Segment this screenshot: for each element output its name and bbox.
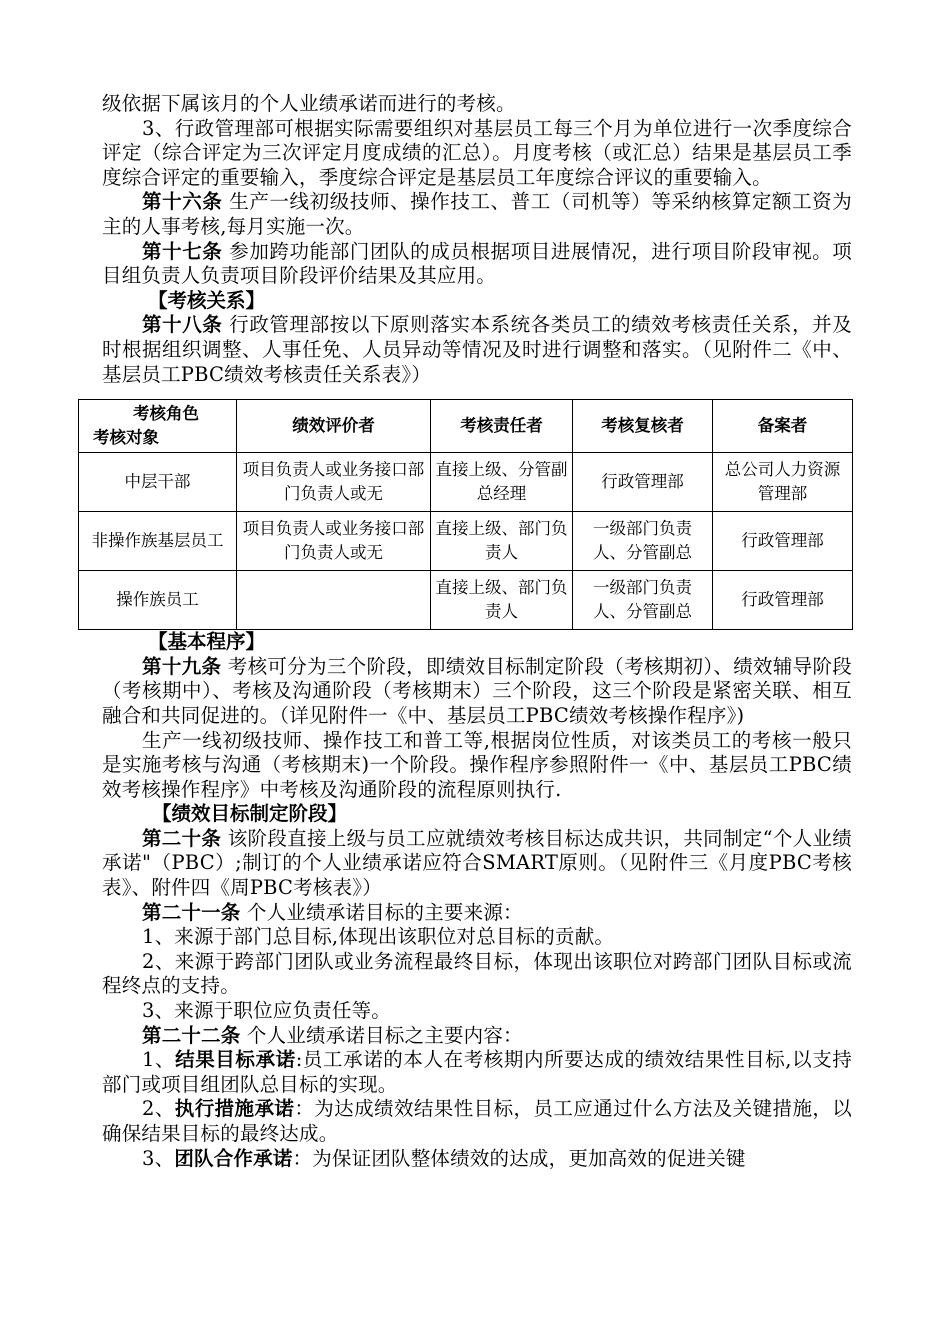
article-19: 第十九条 考核可分为三个阶段，即绩效目标制定阶段（考核期初）、绩效辅导阶段（考核期中）、考核及沟通阶段（考核期末）三个阶段，这三个阶段是紧密关联、相互融合和共同促进的。（详见附件一《中、基层员工PBC绩效考核操作程序》) [102, 654, 852, 727]
table-row [79, 512, 853, 571]
table-corner-header: 考核角色 考核对象 [79, 400, 237, 453]
article-22: 第二十二条 个人业绩承诺目标之主要内容： [142, 1023, 523, 1047]
table-row [79, 571, 853, 630]
paragraph: 生产一线初级技师、操作技工和普工等,根据岗位性质，对该类员工的考核一般只是实施考核与沟通（考核期末)一个阶段。操作程序参照附件一《中、基层员工PBC绩效考核操作程序》中考核及沟通阶段的流程原则执行. [102, 728, 852, 801]
table-cell: 行政管理部 [713, 512, 853, 571]
paragraph: 3、行政管理部可根据实际需要组织对基层员工每三个月为单位进行一次季度综合评定（综合评定为三次评定月度成绩的汇总）。月度考核（或汇总）结果是基层员工季度综合评定的重要输入，季度综合评定是基层员工年度综合评议的重要输入。 [102, 116, 852, 189]
column-header: 考核责任者 [431, 400, 573, 453]
list-item: 2、来源于跨部门团队或业务流程最终目标，体现出该职位对跨部门团队目标或流程终点的支持。 [102, 949, 852, 998]
article-20: 第二十条 该阶段直接上级与员工应就绩效考核目标达成共识，共同制定“个人业绩承诺"（PBC）;制订的个人业绩承诺应符合SMART原则。（见附件三《月度PBC考核表》、附件四《周PBC考核表》） [102, 826, 852, 900]
table-cell: 直接上级、部门负责人 [431, 571, 573, 630]
table-cell: 一级部门负责人、分管副总 [573, 571, 713, 630]
section-heading-relation: 【考核关系】 [148, 288, 266, 312]
document-page [91, 92, 853, 1171]
table-cell: 行政管理部 [713, 571, 853, 630]
row-target: 中层干部 [79, 453, 237, 512]
table-cell: 总公司人力资源管理部 [713, 453, 853, 512]
article-21: 第二十一条 个人业绩承诺目标的主要来源： [142, 900, 523, 924]
table-cell: 直接上级、部门负责人 [431, 512, 573, 571]
column-header: 考核复核者 [573, 400, 713, 453]
table-cell: 行政管理部 [573, 453, 713, 512]
table-cell: 项目负责人或业务接口部门负责人或无 [237, 453, 431, 512]
list-item: 3、团队合作承诺：为保证团队整体绩效的达成，更加高效的促进关键 [142, 1146, 746, 1170]
article-16: 第十六条 生产一线初级技师、操作技工、普工（司机等）等采纳核算定额工资为主的人事考核,每月实施一次。 [102, 190, 852, 238]
paragraph: 级依据下属该月的个人业绩承诺而进行的考核。 [102, 92, 516, 115]
table-row [79, 453, 853, 512]
list-item: 3、来源于职位应负责任等。 [142, 999, 392, 1023]
column-header: 备案者 [713, 400, 853, 453]
row-target: 非操作族基层员工 [79, 512, 237, 571]
column-header: 绩效评价者 [237, 400, 431, 453]
list-item: 2、执行措施承诺：为达成绩效结果性目标，员工应通过什么方法及关键措施，以确保结果目标的最终达成。 [102, 1097, 853, 1145]
table-cell: 项目负责人或业务接口部门负责人或无 [237, 512, 431, 571]
list-item: 1、来源于部门总目标,体现出该职位对总目标的贡献。 [142, 925, 615, 949]
list-item: 1、结果目标承诺:员工承诺的本人在考核期内所要达成的绩效结果性目标,以支持部门或项目组团队总目标的实现。 [102, 1048, 852, 1096]
section-heading-goal: 【绩效目标制定阶段】 [152, 802, 348, 826]
article-18: 第十八条 行政管理部按以下原则落实本系统各类员工的绩效考核责任关系，并及时根据组织调整、人事任免、人员异动等情况及时进行调整和落实。（见附件二《中、基层员工PBC绩效考核责任关系表》） [102, 313, 852, 386]
table-header-row [79, 400, 853, 453]
responsibility-table [78, 399, 853, 630]
table-cell [237, 571, 431, 630]
article-17: 第十七条 参加跨功能部门团队的成员根据项目进展情况，进行项目阶段审视。项目组负责人负责项目阶段评价结果及其应用。 [102, 239, 852, 288]
table-cell: 直接上级、分管副总经理 [431, 453, 573, 512]
table-cell: 一级部门负责人、分管副总 [573, 512, 713, 571]
section-heading-procedure: 【基本程序】 [148, 630, 266, 654]
row-target: 操作族员工 [79, 571, 237, 630]
